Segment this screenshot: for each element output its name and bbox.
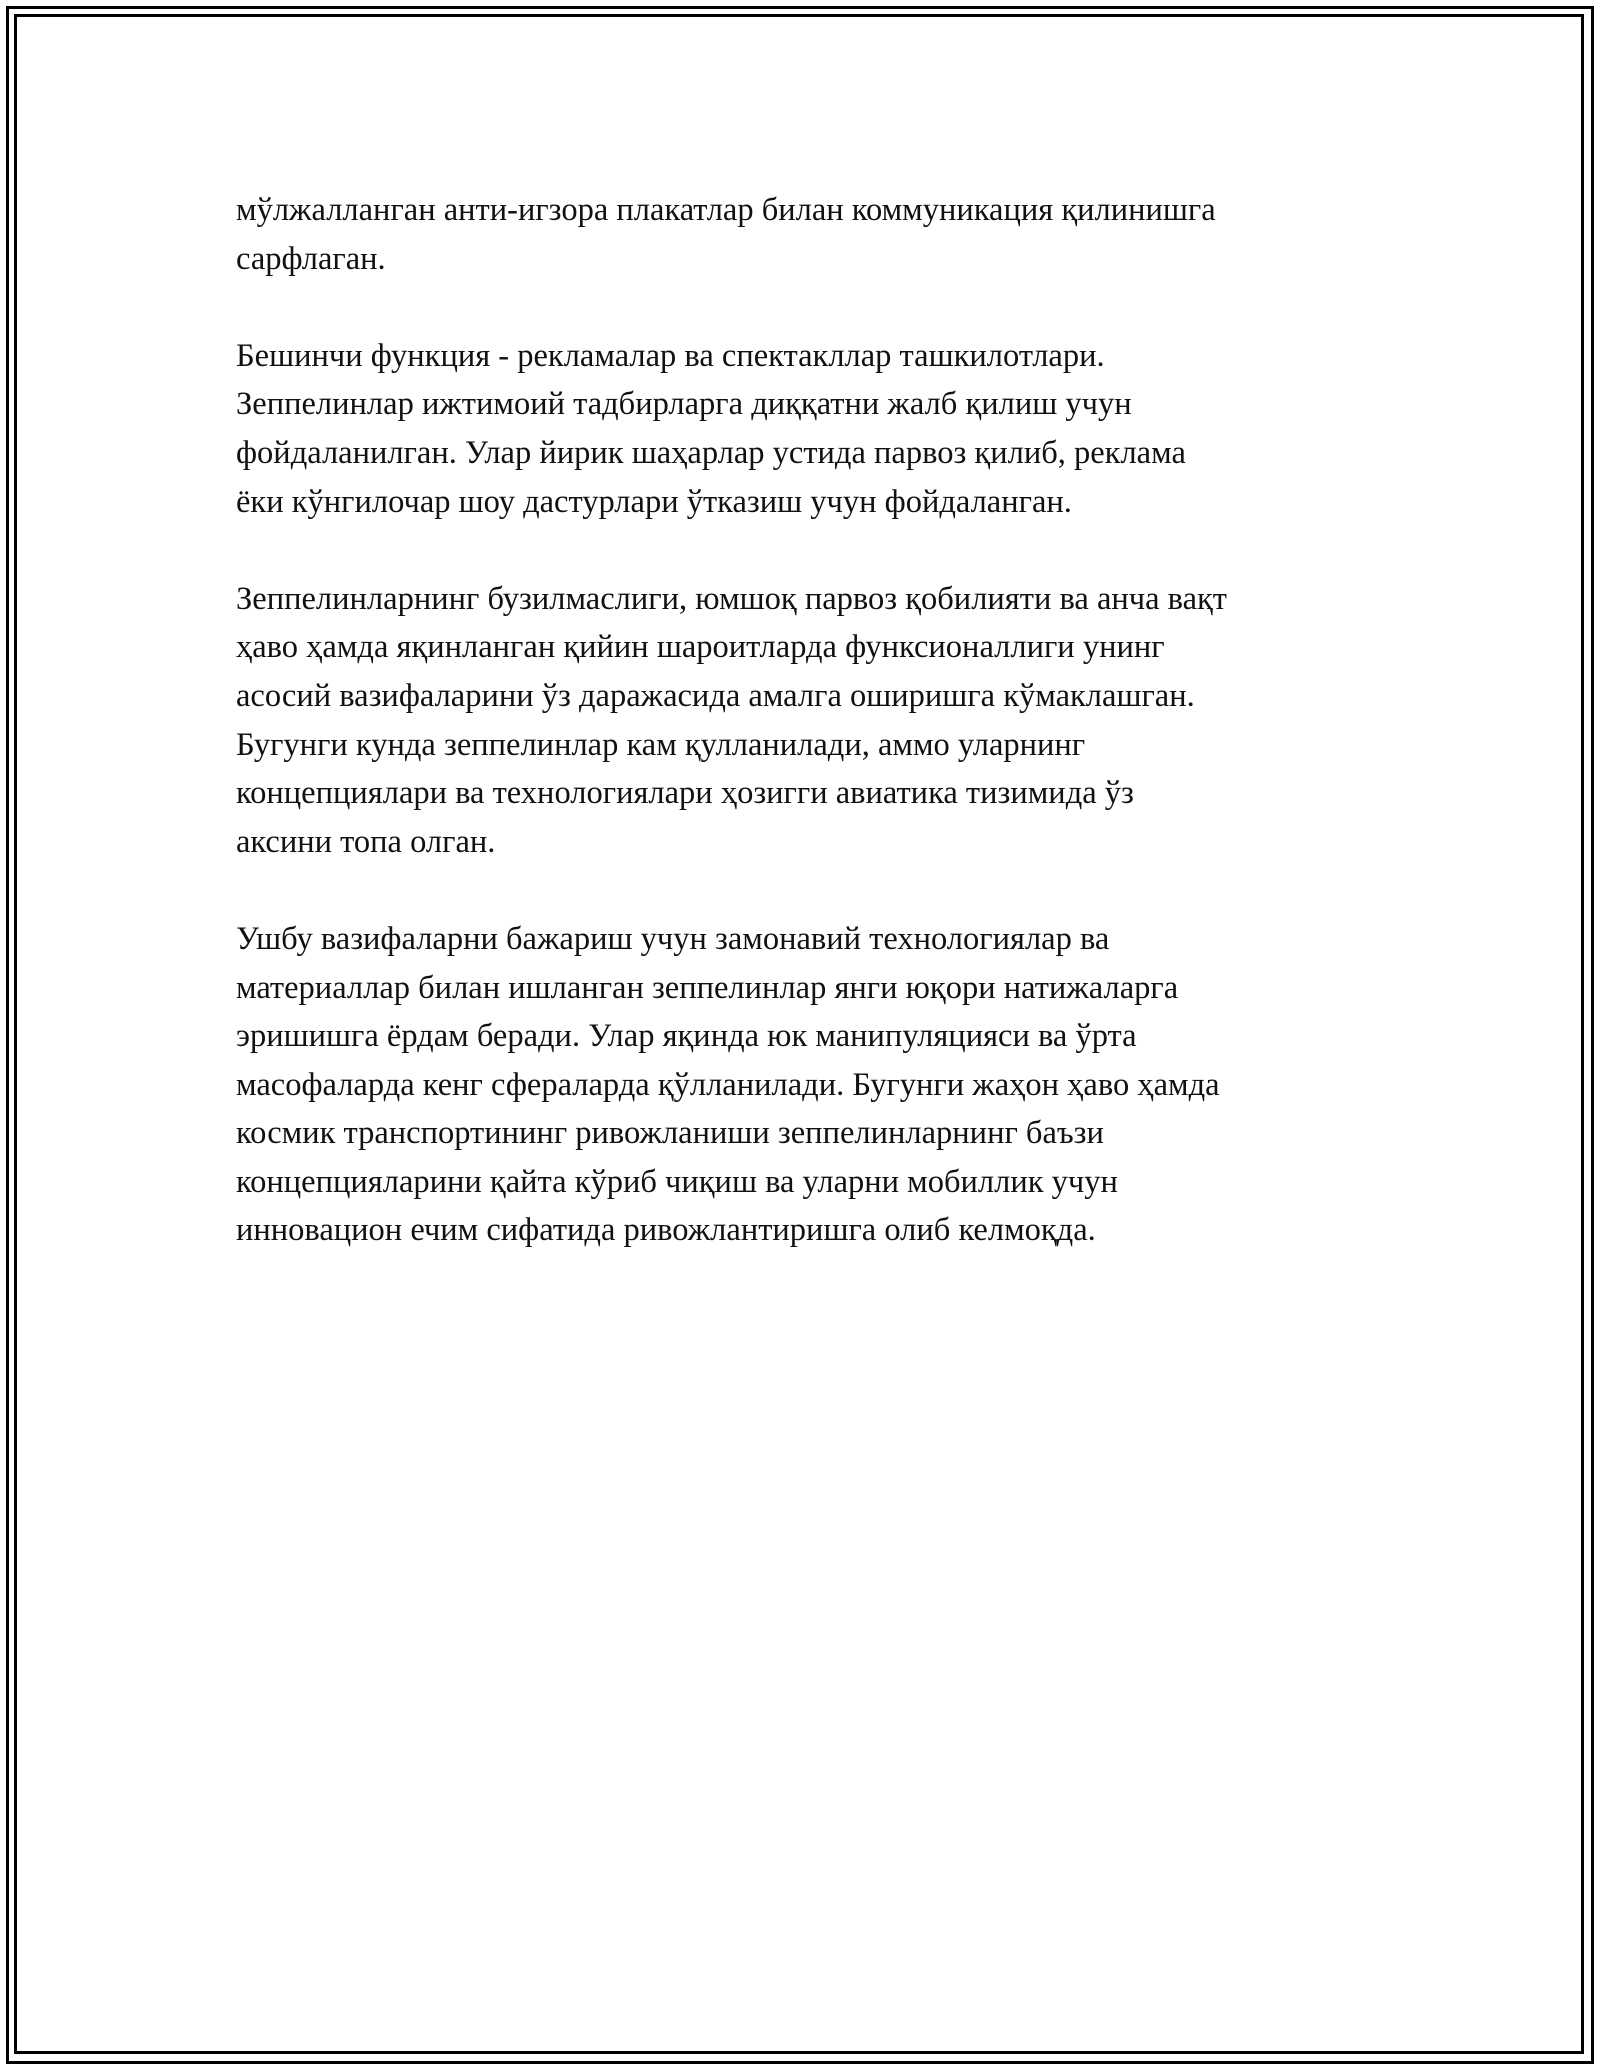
paragraph-fifth-function: Бешинчи функция - рекламалар ва спектакллар ташкилотлари. Зеппелинлар ижтимоий тадбирларга диққатни жалб қилиш учун фойдаланилган. Улар йирик шаҳарлар устида парвоз қилиб, реклама ёки кўнгилочар шоу дастурлари ўтказиш учун фойдаланган. <box>236 337 1186 520</box>
paragraph-modern-technologies: Ушбу вазифаларни бажариш учун замонавий технологиялар ва материаллар билан ишланган зеппелинлар янги юқори натижаларга эришишга ёрдам беради. Улар яқинда юк манипуляцияси ва ўрта масофаларда кенг сфераларда қўлланилади. Бугунги жаҳон ҳаво ҳамда космик транспортининг ривожланиши зеппелинларнинг баъзи концепцияларини қайта кўриб чиқиш ва уларни мобиллик учун инновацион ечим сифатида ривожлантиришга олиб келмоқда. <box>236 920 1220 1249</box>
paragraph-continuation: мўлжалланган анти-игзора плакатлар билан коммуникация қилинишга сарфлаган. <box>236 192 1216 277</box>
paragraph-durability: Зеппелинларнинг бузилмаслиги, юмшоқ парвоз қобилияти ва анча вақт ҳаво ҳамда яқинланган қийин шароитларда функсионаллиги унинг асосий вазифаларини ўз даражасида амалга оширишга кўмаклашган. Бугунги кунда зеппелинлар кам қулланилади, аммо уларнинг концепциялари ва технологиялари ҳозигги авиатика тизимида ўз аксини топа олган. <box>236 580 1227 860</box>
document-body <box>236 186 1386 1304</box>
